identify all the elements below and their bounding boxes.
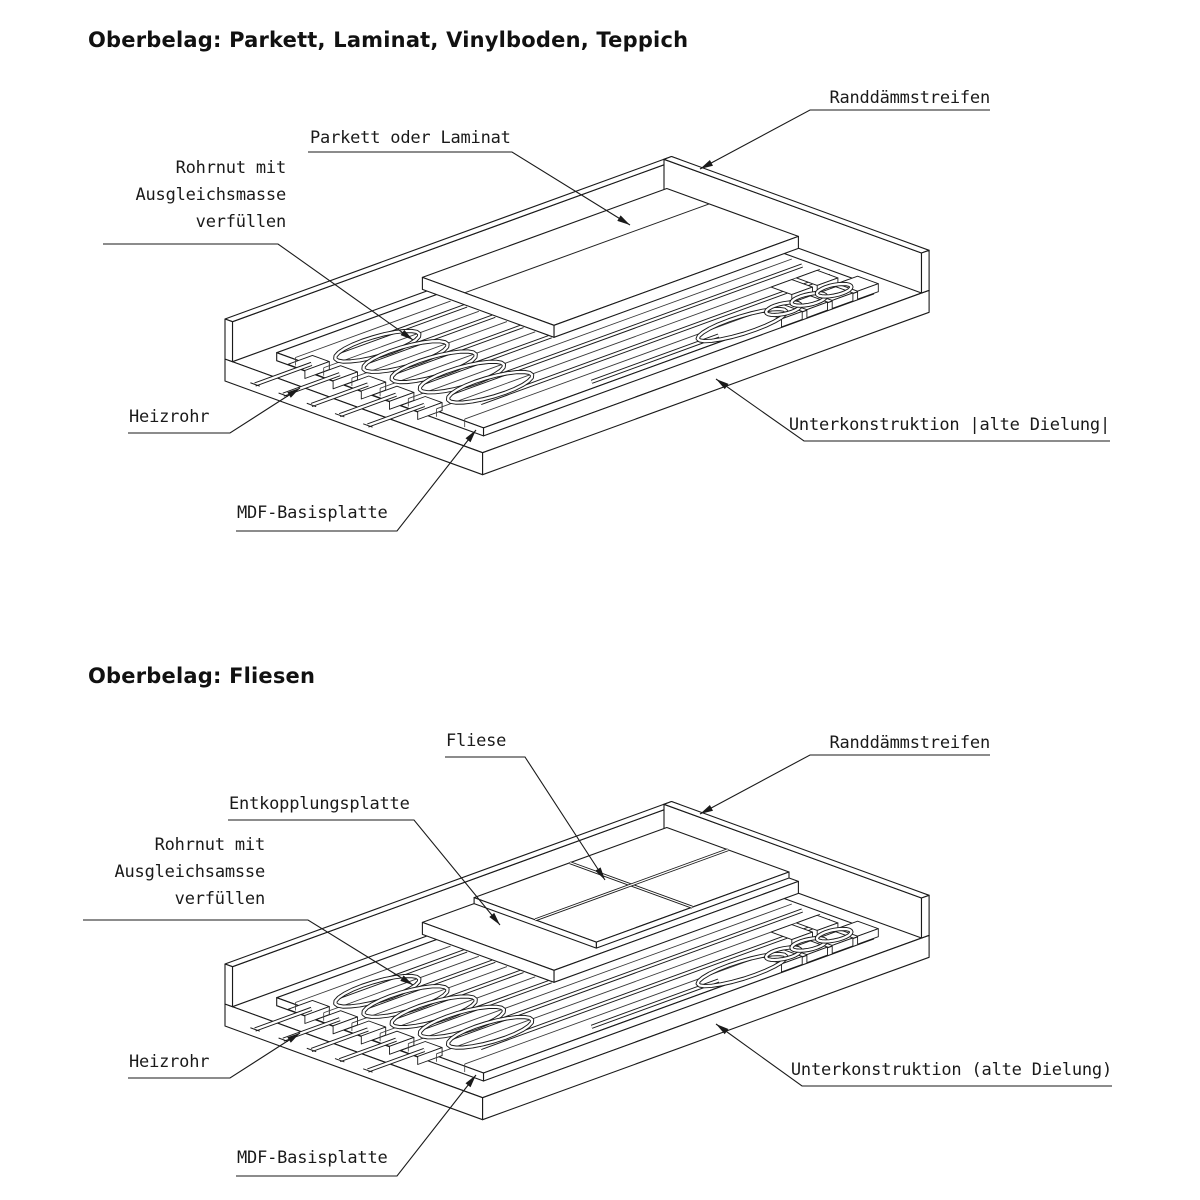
label-rohrnut-1	[135, 155, 286, 236]
label-parkett-oder-laminat: Parkett oder Laminat	[310, 128, 511, 148]
diagram2-title: Oberbelag: Fliesen	[88, 664, 316, 688]
label-heizrohr-1: Heizrohr	[129, 407, 210, 427]
label-rohrnut-2-line3: verfüllen	[174, 889, 265, 909]
label-mdf-basisplatte-1: MDF-Basisplatte	[237, 503, 388, 523]
label-rohrnut-2	[114, 832, 265, 913]
label-randdaemmstreifen-2: Randdämmstreifen	[829, 733, 990, 753]
label-heizrohr-2: Heizrohr	[129, 1052, 210, 1072]
label-rohrnut-2-line1: Rohrnut mit	[154, 835, 265, 855]
label-entkopplungsplatte: Entkopplungsplatte	[229, 794, 410, 814]
label-fliese: Fliese	[446, 731, 507, 751]
label-unterkonstruktion-1: Unterkonstruktion |alte Dielung|	[788, 415, 1110, 435]
label-randdaemmstreifen-1: Randdämmstreifen	[829, 88, 990, 108]
label-unterkonstruktion-2: Unterkonstruktion (alte Dielung)	[790, 1060, 1112, 1080]
label-rohrnut-2-line2: Ausgleichsamsse	[114, 862, 265, 882]
label-rohrnut-1-line1: Rohrnut mit	[175, 158, 286, 178]
label-mdf-basisplatte-2: MDF-Basisplatte	[237, 1148, 388, 1168]
diagram1-title: Oberbelag: Parkett, Laminat, Vinylboden, Teppich	[88, 28, 689, 52]
label-rohrnut-1-line3: verfüllen	[195, 212, 286, 232]
label-rohrnut-1-line2: Ausgleichsmasse	[135, 185, 286, 205]
